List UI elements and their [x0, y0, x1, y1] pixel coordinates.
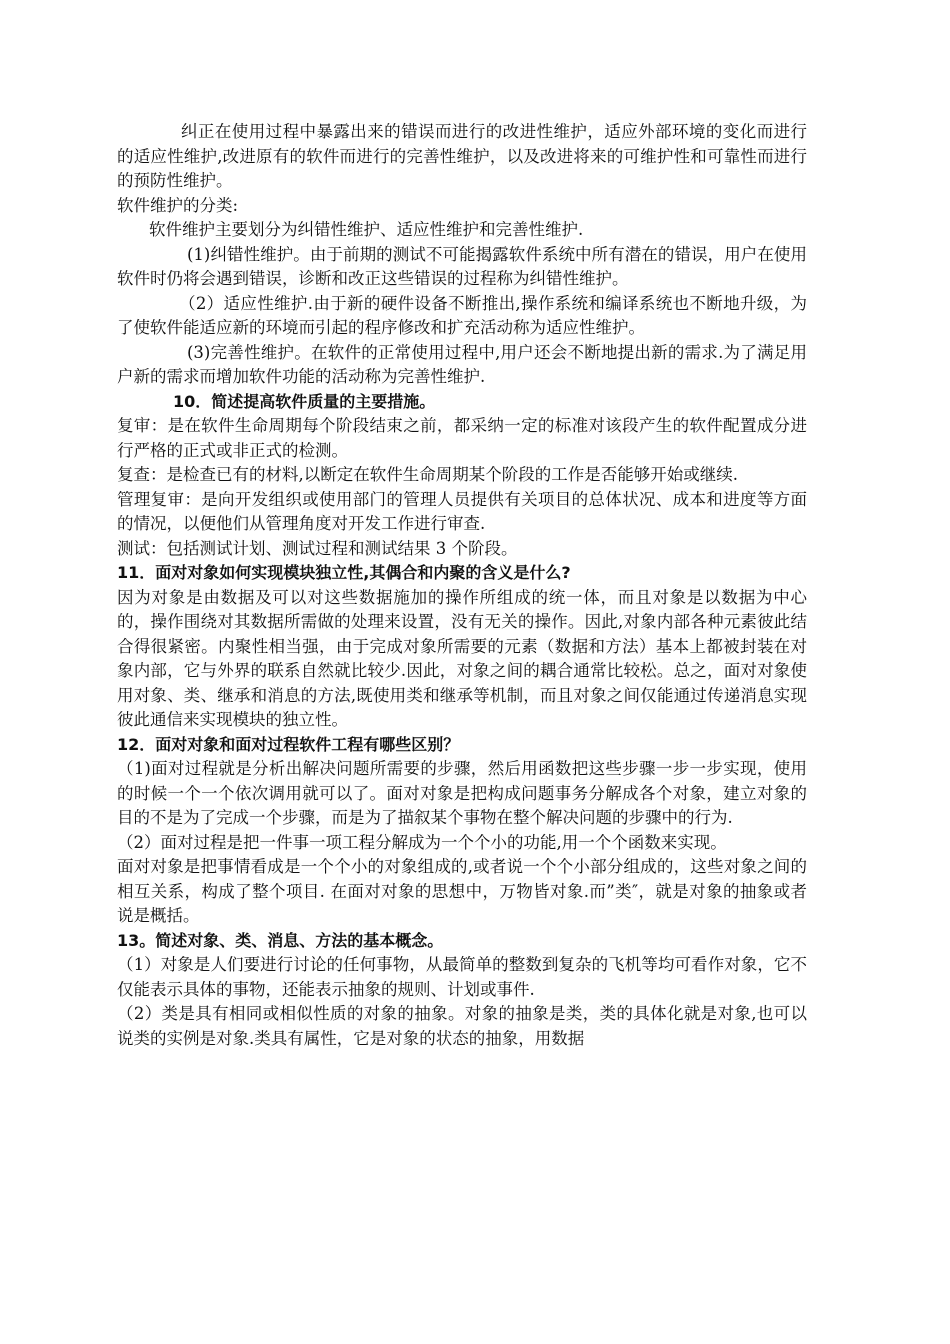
paragraph-oop-vs-procedural-1: （1)面对过程就是分析出解决问题所需要的步骤，然后用函数把这些步骤一步一步实现，使用的时候一个一个依次调用就可以了。面对对象是把构成问题事务分解成各个对象，建立对象的目的不是为了完成一个步骤，而是为了描叙某个事物在整个解决问题的步骤中的行为.	[117, 759, 807, 827]
paragraph-object-concept: （1）对象是人们要进行讨论的任何事物，从最简单的整数到复杂的飞机等均可看作对象，它不仅能表示具体的事物，还能表示抽象的规则、计划或事件.	[117, 955, 807, 999]
document-page	[117, 120, 807, 1051]
paragraph-corrective-maintenance: (1)纠错性维护。由于前期的测试不可能揭露软件系统中所有潜在的错误，用户在使用软件时仍将会遇到错误，诊断和改正这些错误的过程称为纠错性维护。	[117, 244, 807, 288]
paragraph-management-review: 管理复审：是向开发组织或使用部门的管理人员提供有关项目的总体状况、成本和进度等方面的情况，以便他们从管理角度对开发工作进行审查.	[117, 489, 807, 533]
paragraph-module-independence: 因为对象是由数据及可以对这些数据施加的操作所组成的统一体，而且对象是以数据为中心的，操作围绕对其数据所需做的处理来设置，没有无关的操作。因此,对象内部各种元素彼此结合得很紧密。内聚性相当强，由于完成对象所需要的元素（数据和方法）基本上都被封装在对象内部，它与外界的联系自然就比较少.因此，对象之间的耦合通常比较松。总之，面对对象使用对象、类、继承和消息的方法,既使用类和继承等机制，而且对象之间仅能通过传递消息实现彼此通信来实现模块的独立性。	[117, 587, 807, 729]
heading-question-13: 13。简述对象、类、消息、方法的基本概念。	[117, 930, 444, 950]
paragraph-perfective-maintenance: (3)完善性维护。在软件的正常使用过程中,用户还会不断地提出新的需求.为了满足用户新的需求而增加软件功能的活动称为完善性维护.	[117, 342, 807, 386]
paragraph-maintenance-classification-label: 软件维护的分类:	[117, 195, 239, 215]
paragraph-oop-vs-procedural-3: 面对对象是把事情看成是一个个小的对象组成的,或者说一个个小部分组成的，这些对象之间的相互关系，构成了整个项目. 在面对对象的思想中，万物皆对象.而”类″，就是对象的抽象或者说是概括。	[117, 857, 807, 925]
paragraph-class-concept: （2）类是具有相同或相似性质的对象的抽象。对象的抽象是类，类的具体化就是对象,也可以说类的实例是对象.类具有属性，它是对象的状态的抽象，用数据	[117, 1004, 807, 1048]
paragraph-inspection: 复查：是检查已有的材料,以断定在软件生命周期某个阶段的工作是否能够开始或继续.	[117, 465, 738, 484]
heading-question-11: 11．面对对象如何实现模块独立性,其偶合和内聚的含义是什么?	[117, 563, 571, 582]
paragraph-adaptive-maintenance: （2）适应性维护.由于新的硬件设备不断推出,操作系统和编译系统也不断地升级，为了使软件能适应新的环境而引起的程序修改和扩充活动称为适应性维护。	[117, 293, 807, 337]
paragraph-maintenance-types: 软件维护主要划分为纠错性维护、适应性维护和完善性维护.	[149, 220, 584, 239]
paragraph-oop-vs-procedural-2: （2）面对过程是把一件事一项工程分解成为一个个小的功能,用一个个函数来实现。	[117, 832, 727, 852]
paragraph-review: 复审：是在软件生命周期每个阶段结束之前，都采纳一定的标准对该段产生的软件配置成分进行严格的正式或非正式的检测。	[117, 416, 807, 460]
paragraph-maintenance-definition: 纠正在使用过程中暴露出来的错误而进行的改进性维护，适应外部环境的变化而进行的适应性维护,改进原有的软件而进行的完善性维护，以及改进将来的可维护性和可靠性而进行的预防性维护。	[117, 122, 807, 190]
paragraph-testing: 测试：包括测试计划、测试过程和测试结果 3 个阶段。	[117, 538, 518, 558]
heading-question-10: 10．简述提高软件质量的主要措施。	[173, 391, 436, 411]
heading-question-12: 12．面对对象和面对过程软件工程有哪些区别？	[117, 734, 460, 754]
